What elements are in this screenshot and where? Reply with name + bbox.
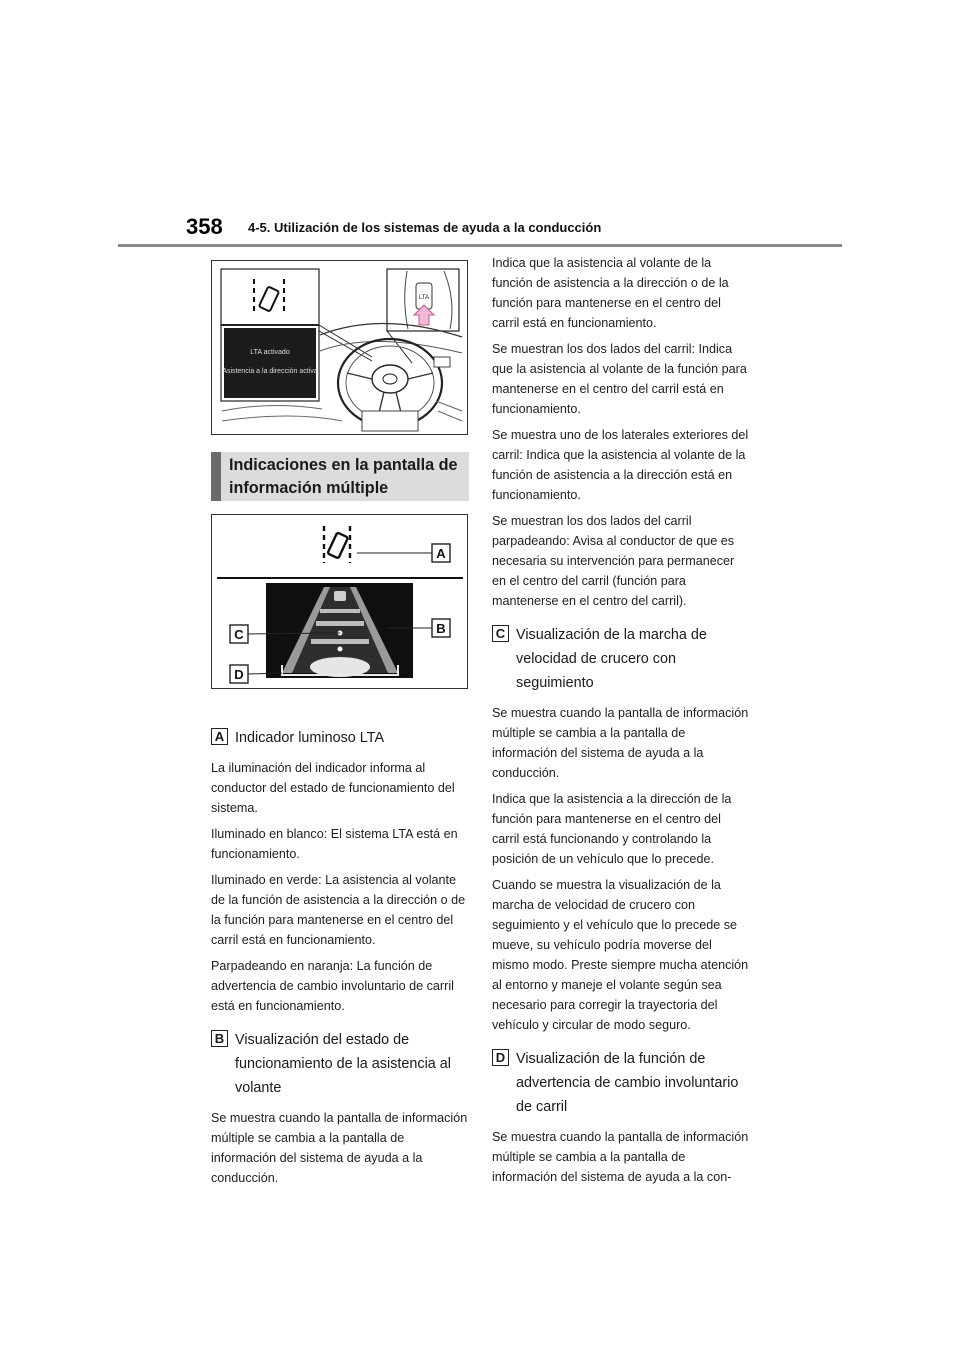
item-d-para-1: Se muestra cuando la pantalla de información múltiple se cambia a la pantalla de información del sistema de ayuda a la con- xyxy=(492,1130,749,1184)
item-b-para-1: Se muestra cuando la pantalla de información múltiple se cambia a la pantalla de información del sistema de ayuda a la conducción. xyxy=(211,1111,468,1185)
steering-wheel-illustration xyxy=(212,261,467,434)
item-c-para-1: Se muestra cuando la pantalla de información múltiple se cambia a la pantalla de información del sistema de ayuda a la conducción. xyxy=(492,706,749,780)
display-line-2: Asistencia a la dirección activa xyxy=(222,368,318,375)
label-a-text: A xyxy=(436,546,446,561)
item-d-title: Visualización de la función de advertencia de cambio involuntario de carril xyxy=(516,1051,739,1115)
item-c-para-2: Indica que la asistencia a la dirección de la función para mantenerse en el centro del carril está funcionando y controlando la posición de un vehículo que lo precede. xyxy=(492,792,732,866)
item-a-para-3: Iluminado en verde: La asistencia al volante de la función de asistencia a la dirección o de la función para mantenerse en el centro del carril está en funcionamiento. xyxy=(211,873,466,947)
item-d-label: D xyxy=(492,1049,509,1066)
label-c-text: C xyxy=(234,627,244,642)
display-line-1: LTA activado xyxy=(250,349,290,356)
item-b-label: B xyxy=(211,1030,228,1047)
display-figure xyxy=(211,514,468,689)
label-d-text: D xyxy=(234,667,244,682)
item-c-title: Visualización de la marcha de velocidad de crucero con seguimiento xyxy=(516,627,707,691)
item-d-heading xyxy=(492,1047,750,1119)
item-c-label: C xyxy=(492,625,509,642)
item-c-heading xyxy=(492,623,750,695)
item-a-label: A xyxy=(211,728,228,745)
wheel-hub xyxy=(372,365,408,393)
item-a-heading xyxy=(211,726,469,750)
callout-line-2: información múltiple xyxy=(229,479,389,497)
label-b-text: B xyxy=(436,621,446,636)
item-b-cont-para-1: Indica que la asistencia al volante de la función de asistencia a la dirección o de la función para mantenerse en el centro del carril está en funcionamiento. xyxy=(492,256,729,330)
lta-switch-label: LTA xyxy=(418,295,430,301)
item-a-title: Indicador luminoso LTA xyxy=(235,730,385,746)
item-b-title: Visualización del estado de funcionamiento de la asistencia al volante xyxy=(235,1032,451,1096)
item-b-cont-para-3: Se muestra uno de los laterales exteriores del carril: Indica que la asistencia al volante de la función de asistencia a la dirección está en funcionamiento. xyxy=(492,428,749,502)
item-c-para-3: Cuando se muestra la visualización de la marcha de velocidad de crucero con seguimiento y el vehículo que lo precede se mueve, su vehículo podría moverse del mismo modo. Preste siempre mucha atención al entorno y maneje el volante según sea necesario para corregir la trayectoria del vehículo y circular de modo seguro. xyxy=(492,878,749,1032)
right-column xyxy=(492,253,750,1193)
item-b-cont-para-2: Se muestran los dos lados del carril: Indica que la asistencia al volante de la función para mantenerse en el centro del carril está en funcionamiento. xyxy=(492,342,747,416)
item-a-para-4: Parpadeando en naranja: La función de advertencia de cambio involuntario de carril está en funcionamiento. xyxy=(211,959,454,1013)
callout-line-1: Indicaciones en la pantalla de xyxy=(229,456,458,474)
item-a-para-2: Iluminado en blanco: El sistema LTA está en funcionamiento. xyxy=(211,827,458,861)
item-b-heading xyxy=(211,1028,469,1100)
mid-display-illustration xyxy=(212,515,467,688)
left-column xyxy=(211,726,469,1194)
header-divider xyxy=(118,244,842,247)
item-b-cont-para-4: Se muestran los dos lados del carril parpadeando: Avisa al conductor de que es necesaria su intervención para permanecer en el centro del carril (función para mantenerse en el centro del carril). xyxy=(492,514,735,608)
page-number: 358 xyxy=(186,214,223,239)
steering-wheel-figure xyxy=(211,260,468,435)
item-a-para-1: La iluminación del indicador informa al conductor del estado de funcionamiento del sistema. xyxy=(211,761,455,815)
inset-display xyxy=(224,328,316,398)
preceding-vehicle-icon xyxy=(334,591,346,601)
lta-indicator-icon xyxy=(324,526,350,563)
section-header: 4-5. Utilización de los sistemas de ayuda a la conducción xyxy=(248,220,602,235)
section-callout xyxy=(211,452,469,501)
